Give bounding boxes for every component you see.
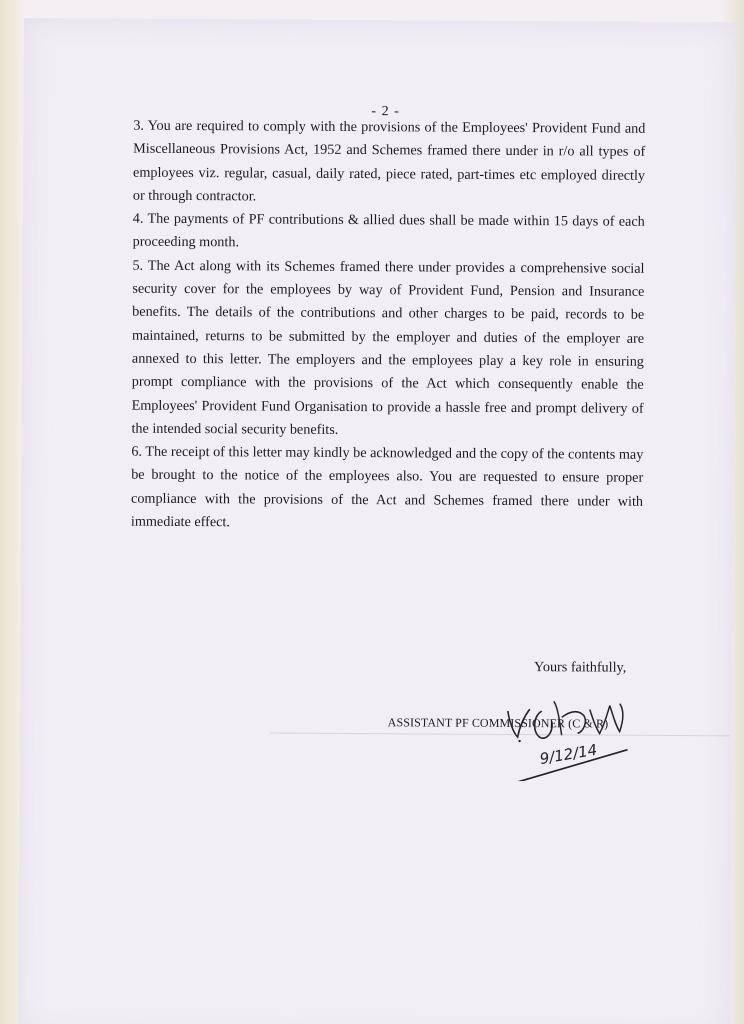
closing-salutation: Yours faithfully,: [533, 659, 627, 676]
paragraph-3: 3. You are required to comply with the provisions of the Employees' Provident Fund and Miscellaneous Provisions Act, 1952 and Schemes framed there under in r/o all types of employees viz. regular, casual, daily rated, piece rated, part-times etc employed directly or through contractor.: [132, 117, 646, 205]
letter-sheet: [18, 18, 736, 1024]
paragraph-6: 6. The receipt of this letter may kindly be acknowledged and the copy of the contents may be brought to the notice of the employees also. You are requested to ensure proper compliance with the provisions of the Act and Schemes framed there under with immediate effect.: [130, 443, 644, 531]
signature-date: 9/12/14: [538, 740, 599, 769]
page-number: - 2 -: [371, 104, 400, 120]
designation: ASSISTANT PF COMMISSIONER (C & R): [387, 715, 609, 731]
paragraph-4: 4. The payments of PF contributions & allied dues shall be made within 15 days of each proceeding month.: [132, 210, 645, 251]
paragraph-5: 5. The Act along with its Schemes framed there under provides a comprehensive social security cover for the employees by way of Provident Fund, Pension and Insurance benefits. The details of the contributions and other charges to be paid, records to be maintained, returns to be submitted by the employer and duties of the employer are annexed to this letter. The employers and the employees play a key role in ensuring prompt compliance with the provisions of the Act which consequently enable the Employees' Provident Fund Organisation to provide a hassle free and prompt delivery of the intended social security benefits.: [131, 257, 645, 438]
letter-body: [131, 115, 646, 537]
